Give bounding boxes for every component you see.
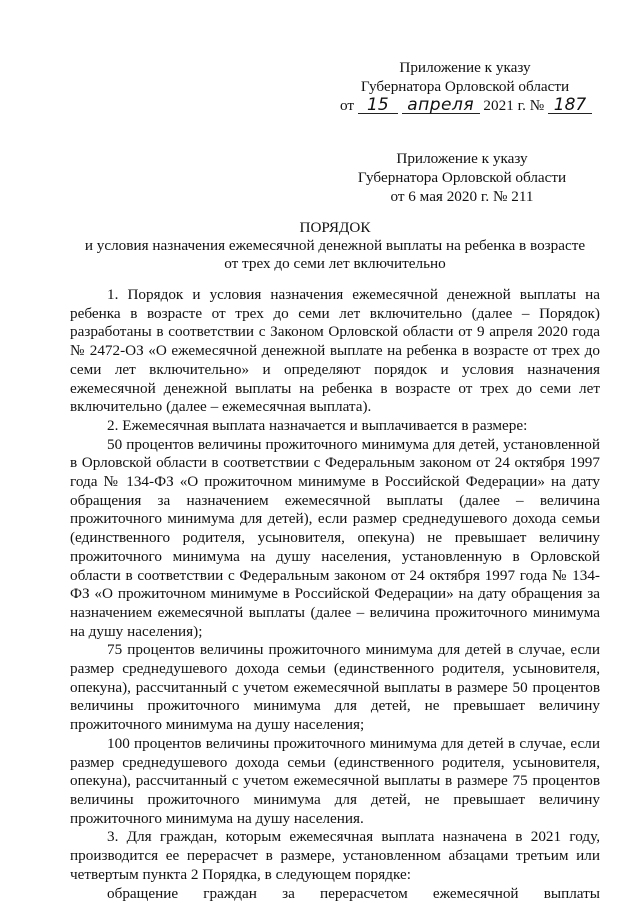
handwritten-month: апреля <box>402 97 480 114</box>
paragraph-1: 1. Порядок и условия назначения ежемесячной денежной выплаты на ребенка в возрасте от трех до семи лет включительно (далее – Порядок) разработаны в соответствии с Законом Орловской области от 9 апреля 2020 года № 2472-ОЗ «О ежемесячной денежной выплате на ребенка в возрасте от трех до семи лет включительно» и определяют порядок и условия назначения ежемесячной денежной выплаты на ребенка в возрасте от трех до семи лет включительно (далее – ежемесячная выплата). <box>70 286 600 417</box>
paragraph-6: 3. Для граждан, которым ежемесячная выплата назначена в 2021 году, производится ее перерасчет в размере, установленном абзацами третьим или четвертым пункта 2 Порядка, в следующем порядке: <box>70 828 600 884</box>
appendix-header-old <box>346 149 578 206</box>
title-main: ПОРЯДОК <box>70 219 600 237</box>
document-body <box>70 286 600 903</box>
title-sub1: и условия назначения ежемесячной денежной выплаты на ребенка в возрасте <box>70 237 600 255</box>
header-old-line3: от 6 мая 2020 г. № 211 <box>346 187 578 206</box>
paragraph-7: обращение граждан за перерасчетом ежемесячной выплаты <box>70 885 600 903</box>
document-title <box>70 219 600 273</box>
header-new-date-line <box>340 96 590 115</box>
header-new-line1: Приложение к указу <box>340 58 590 77</box>
handwritten-day: 15 <box>358 97 398 114</box>
paragraph-2: 2. Ежемесячная выплата назначается и выплачивается в размере: <box>70 417 600 436</box>
paragraph-3: 50 процентов величины прожиточного минимума для детей, установленной в Орловской области в соответствии с Федеральным законом от 24 октября 1997 года № 134-ФЗ «О прожиточном минимуме в Российской Федерации» на дату обращения за назначением ежемесячной выплаты (далее – величина прожиточного минимума для детей), если размер среднедушевого дохода семьи (единственного родителя, усыновителя, опекуна) не превышает величину прожиточного минимума на душу населения, установленную в Орловской области в соответствии с Федеральным законом от 24 октября 1997 года № 134-ФЗ «О прожиточном минимуме в Российской Федерации» на дату обращения за назначением ежемесячной выплаты (далее – величина прожиточного минимума на душу населения); <box>70 436 600 642</box>
handwritten-number: 187 <box>548 97 592 114</box>
paragraph-5: 100 процентов величины прожиточного минимума для детей в случае, если размер среднедушевого дохода семьи (единственного родителя, усыновителя, опекуна), рассчитанный с учетом ежемесячной выплаты в размере 75 процентов величины прожиточного минимума для детей, не превышает величину прожиточного минимума на душу населения. <box>70 735 600 829</box>
header-new-line2: Губернатора Орловской области <box>340 77 590 96</box>
date-prefix: от <box>340 97 354 114</box>
header-old-line1: Приложение к указу <box>346 149 578 168</box>
title-sub2: от трех до семи лет включительно <box>70 255 600 273</box>
header-old-line2: Губернатора Орловской области <box>346 168 578 187</box>
paragraph-4: 75 процентов величины прожиточного минимума для детей в случае, если размер среднедушевого дохода семьи (единственного родителя, усыновителя, опекуна), рассчитанный с учетом ежемесячной выплаты в размере 50 процентов величины прожиточного минимума для детей, не превышает величину прожиточного минимума на душу населения; <box>70 641 600 735</box>
appendix-header-new <box>340 58 590 115</box>
year-label: 2021 г. № <box>483 97 544 114</box>
